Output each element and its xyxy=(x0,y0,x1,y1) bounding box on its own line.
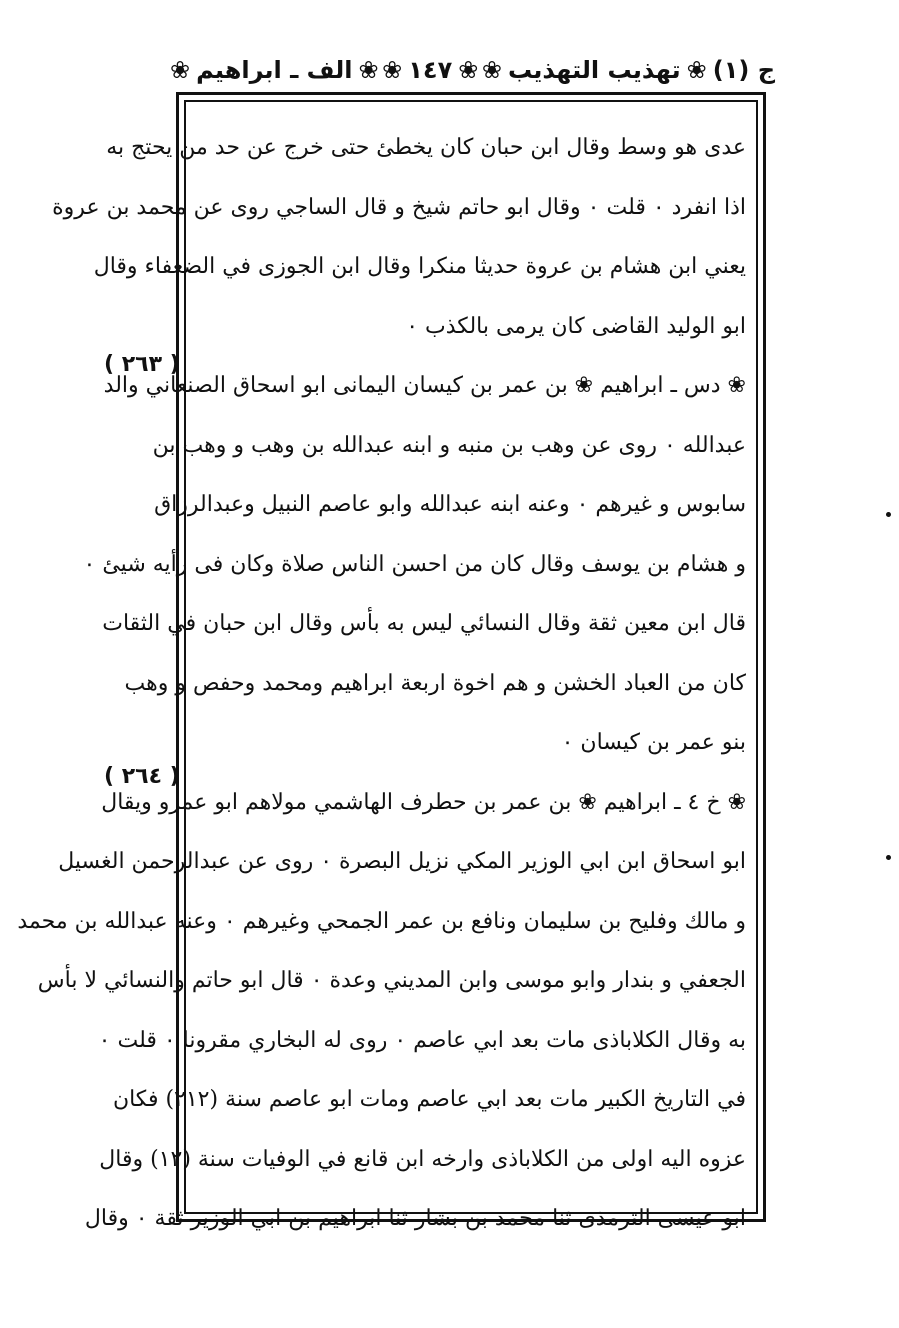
margin-dot xyxy=(886,512,891,517)
flower-ornament-icon: ❀ xyxy=(686,56,707,84)
text-line: ابو الوليد القاضى كان يرمى بالكذب ٠ xyxy=(406,313,746,339)
header-page-group xyxy=(382,56,478,84)
entry-number: ( ٢٦٤ ) xyxy=(104,764,180,789)
text-line: عدى هو وسط وقال ابن حبان كان يخطئ حتى خرج عن حد من يحتج به xyxy=(106,135,746,160)
page-number: ١٤٧ xyxy=(408,56,453,84)
text-line: كان من العباد الخشن و هم اخوة اربعة ابراهيم ومحمد وحفص و وهب xyxy=(124,670,746,696)
text-line: عبدالله ٠ روى عن وهب بن منبه و ابنه عبدالله بن وهب و وهب بن xyxy=(152,432,746,458)
text-line: و هشام بن يوسف وقال كان من احسن الناس صلاة وكان فى رأيه شيئ ٠ xyxy=(83,551,746,577)
running-header xyxy=(170,50,775,90)
flower-ornament-icon: ❀ xyxy=(458,56,479,84)
text-line: اذا انفرد ٠ قلت ٠ وقال ابو حاتم شيخ و قال الساجي روى عن محمد بن عروة xyxy=(52,194,746,220)
header-book-title: تهذيب التهذيب xyxy=(507,56,681,84)
header-section-group xyxy=(170,56,379,84)
text-line: سابوس و غيرهم ٠ وعنه ابنه عبدالله وابو عاصم النبيل وعبدالرزاق xyxy=(154,492,746,517)
header-section-title: الف ـ ابراهيم xyxy=(196,56,353,84)
entry-number: ( ٢٦٣ ) xyxy=(104,352,180,377)
flower-ornament-icon: ❀ xyxy=(481,56,502,84)
text-line: عزوه اليه اولى من الكلاباذى وارخه ابن قانع في الوفيات سنة (١٢) وقال xyxy=(99,1146,746,1172)
flower-ornament-icon: ❀ xyxy=(382,56,403,84)
margin-dot xyxy=(886,855,891,860)
header-volume-group xyxy=(482,56,775,84)
entry-heading-line: ❀ خ ٤ ـ ابراهيم ❀ بن عمر بن حطرف الهاشمي مولاهم ابو عمرو ويقال xyxy=(101,789,746,815)
text-line: و مالك وفليح بن سليمان ونافع بن عمر الجمحي وغيرهم ٠ وعنه عبدالله بن محمد xyxy=(17,908,746,934)
text-line: بنو عمر بن كيسان ٠ xyxy=(561,730,746,755)
flower-ornament-icon: ❀ xyxy=(358,56,379,84)
text-line: الجعفي و بندار وابو موسى وابن المديني وعدة ٠ قال ابو حاتم والنسائي لا بأس xyxy=(37,968,746,993)
text-line: قال ابن معين ثقة وقال النسائي ليس به بأس وقال ابن حبان في الثقات xyxy=(102,611,746,636)
text-line: في التاريخ الكبير مات بعد ابي عاصم ومات ابو عاصم سنة (٢١٢) فكان xyxy=(112,1087,746,1112)
text-line: ابو اسحاق ابن ابي الوزير المكي نزيل البصرة ٠ روى عن عبدالرحمن الغسيل xyxy=(58,849,746,874)
header-volume: ج (١) xyxy=(712,56,775,84)
text-line: يعني ابن هشام بن عروة حديثا منكرا وقال ابن الجوزى في الضعفاء وقال xyxy=(93,254,746,279)
text-line: به وقال الكلاباذى مات بعد ابي عاصم ٠ روى له البخاري مقرونا ٠ قلت ٠ xyxy=(98,1027,746,1053)
flower-ornament-icon: ❀ xyxy=(170,56,191,84)
entry-heading-line: ❀ دس ـ ابراهيم ❀ بن عمر بن كيسان اليمانى ابو اسحاق الصنعاني والد xyxy=(103,373,746,398)
text-line: ابو عيسى الترمذى ثنا محمد بن بشار ثنا ابراهيم بن ابي الوزير ثقة ٠ وقال xyxy=(84,1206,746,1231)
